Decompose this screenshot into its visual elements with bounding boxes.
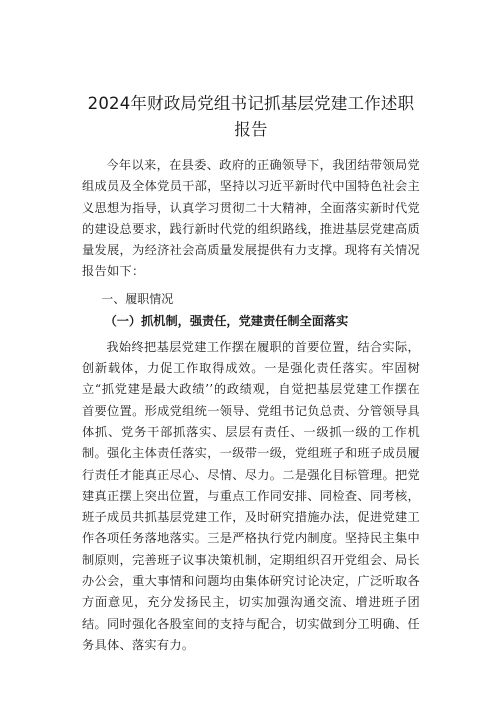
subsection-heading: （一）抓机制，强责任，党建责任制全面落实 [104, 313, 349, 328]
intro-paragraph: 今年以来，在县委、政府的正确领导下，我团结带领局党组成员及全体党员干部，坚持以习近平新时代中国特色社会主义思想为指导，认真学习贯彻二十大精神，全面落实新时代党的建设总要求，践行新时代党的组织路线，推进基层党建高质量发展，为经济社会高质量发展提供有力支撑。现将有关情况报告如下： [82, 158, 420, 279]
body-paragraph: 我始终把基层党建工作摆在履职的首要位置，结合实际，创新载体，力促工作取得成效。一是强化责任落实。牢固树立“抓党建是最大政绩’’的政绩观，自觉把基层党建工作摆在首要位置。形成党组统一领导、党组书记负总责、分管领导具体抓、党务干部抓落实、层层有责任、一级抓一级的工作机制。强化主体责任落实，一级带一级，党组班子和班子成员履行责任才能真正尽心、尽情、尽力。二是强化目标管理。把党建真正摆上突出位置，与重点工作同安排、同检查、同考核，班子成员共抓基层党建工作，及时研究措施办法，促进党建工作各项任务落地落实。三是严格执行党内制度。坚持民主集中制原则，完善班子议事决策机制，定期组织召开党组会、局长办公会，重大事情和问题均由集体研究讨论决定，广泛听取各方面意见，充分发扬民主，切实加强沟通交流、增进班子团结。同时强化各股室间的支持与配合，切实做到分工明确、任务具体、落实有力。 [82, 339, 420, 652]
section-heading: 一、履职情况 [101, 291, 174, 306]
document-title: 2024年财政局党组书记抓基层党建工作述职报告 [87, 94, 415, 139]
